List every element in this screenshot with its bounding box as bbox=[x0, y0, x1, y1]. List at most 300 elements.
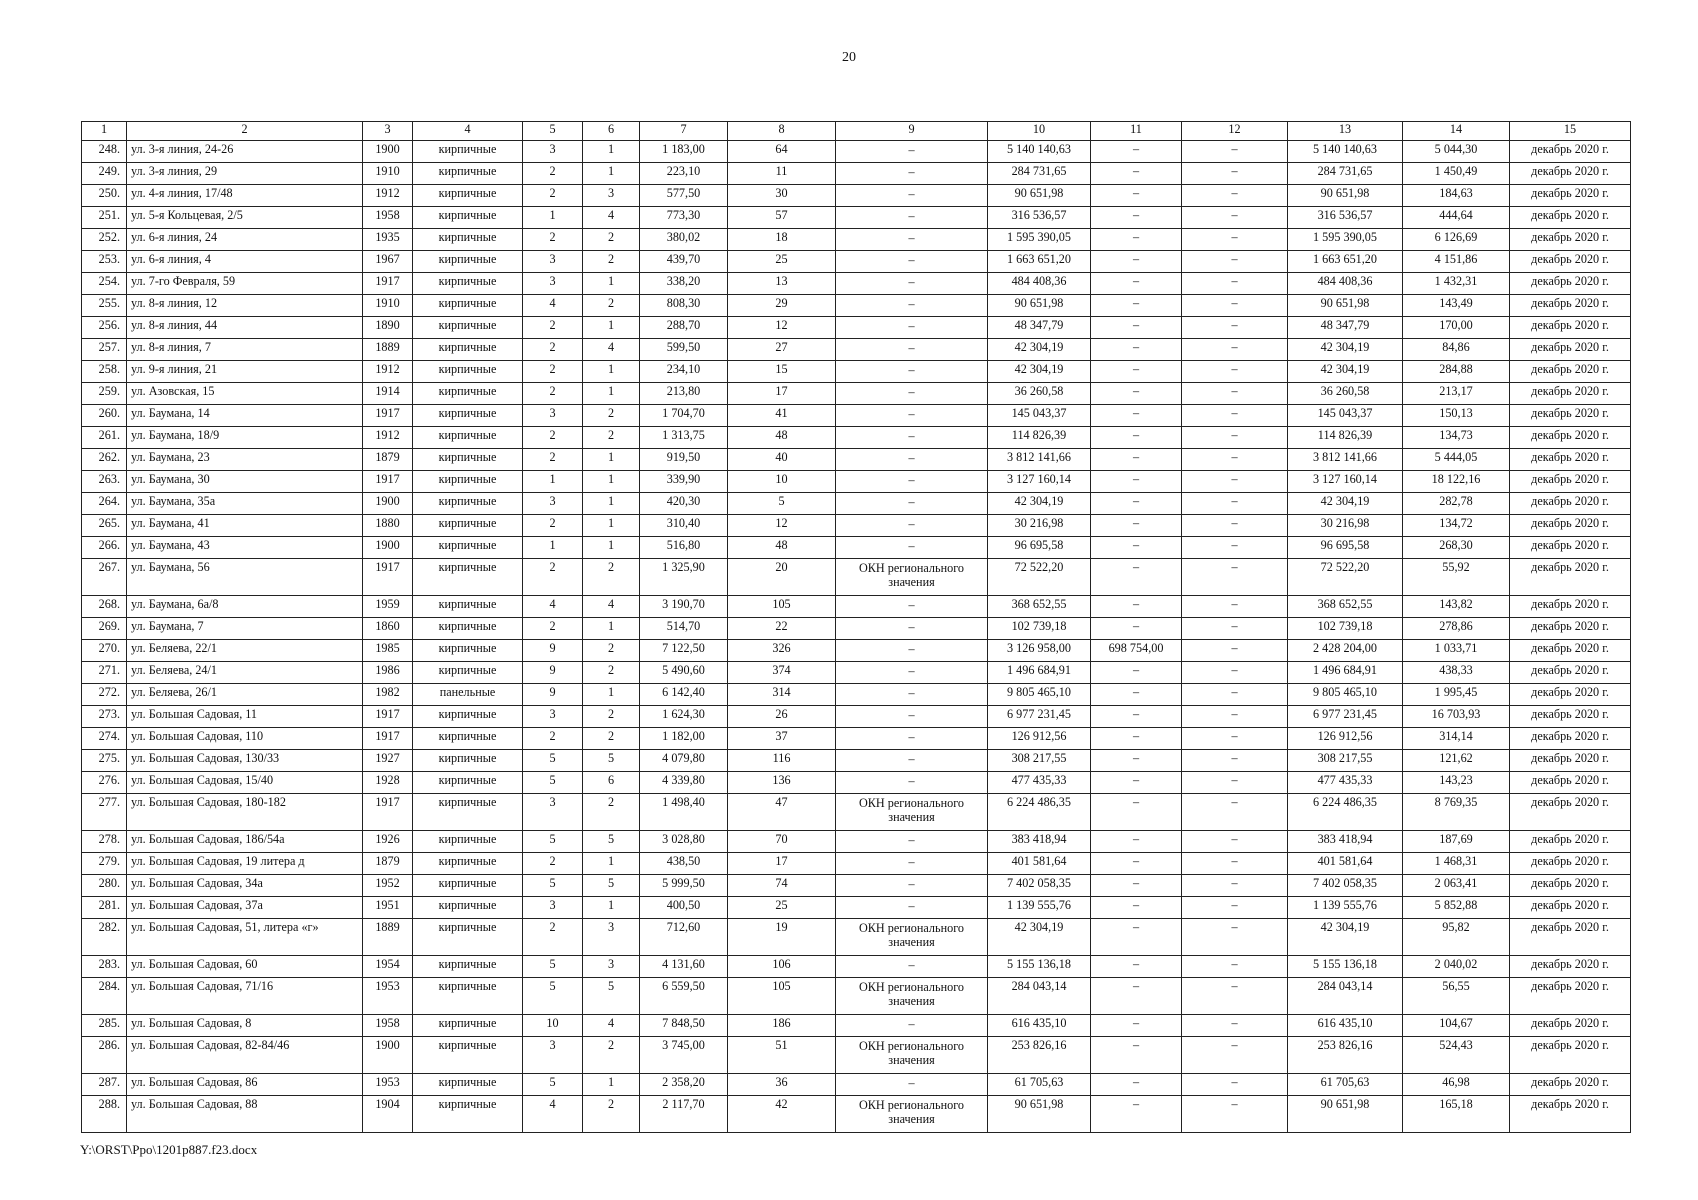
table-cell: – bbox=[1182, 361, 1288, 383]
table-cell: 286. bbox=[82, 1037, 127, 1074]
table-cell: 42 304,19 bbox=[988, 493, 1091, 515]
table-cell: 3 bbox=[523, 493, 583, 515]
table-cell: 72 522,20 bbox=[988, 559, 1091, 596]
table-cell: ул. Большая Садовая, 11 bbox=[127, 706, 363, 728]
table-cell: – bbox=[1182, 427, 1288, 449]
table-cell: 42 304,19 bbox=[988, 339, 1091, 361]
table-cell: 271. bbox=[82, 662, 127, 684]
table-cell: декабрь 2020 г. bbox=[1510, 251, 1631, 273]
table-cell: – bbox=[1182, 772, 1288, 794]
table-cell: 42 304,19 bbox=[988, 919, 1091, 956]
table-cell: 2 bbox=[583, 662, 640, 684]
table-cell: 2 bbox=[523, 618, 583, 640]
table-cell: кирпичные bbox=[413, 706, 523, 728]
table-cell: 2 bbox=[583, 706, 640, 728]
table-cell: 316 536,57 bbox=[1288, 207, 1403, 229]
table-cell: ул. 9-я линия, 21 bbox=[127, 361, 363, 383]
table-cell: 284 043,14 bbox=[988, 978, 1091, 1015]
table-cell: 1 496 684,91 bbox=[988, 662, 1091, 684]
table-cell: декабрь 2020 г. bbox=[1510, 875, 1631, 897]
table-cell: кирпичные bbox=[413, 493, 523, 515]
table-cell: кирпичные bbox=[413, 853, 523, 875]
table-cell: 257. bbox=[82, 339, 127, 361]
table-cell: ул. 6-я линия, 4 bbox=[127, 251, 363, 273]
table-cell: 269. bbox=[82, 618, 127, 640]
table-cell: – bbox=[836, 897, 988, 919]
table-cell: 1953 bbox=[363, 1074, 413, 1096]
table-cell: 1 bbox=[583, 618, 640, 640]
table-cell: 57 bbox=[728, 207, 836, 229]
table-row bbox=[82, 427, 1631, 449]
table-cell: 42 304,19 bbox=[1288, 339, 1403, 361]
table-cell: 5 bbox=[523, 831, 583, 853]
table-cell: декабрь 2020 г. bbox=[1510, 919, 1631, 956]
table-cell: – bbox=[836, 295, 988, 317]
table-cell: 2 bbox=[583, 405, 640, 427]
table-cell: 268. bbox=[82, 596, 127, 618]
table-cell: 96 695,58 bbox=[988, 537, 1091, 559]
table-cell: 104,67 bbox=[1403, 1015, 1510, 1037]
table-cell: 105 bbox=[728, 596, 836, 618]
table-cell: декабрь 2020 г. bbox=[1510, 163, 1631, 185]
table-cell: 102 739,18 bbox=[1288, 618, 1403, 640]
table-cell: – bbox=[1182, 141, 1288, 163]
table-cell: 2 bbox=[523, 383, 583, 405]
table-cell: 90 651,98 bbox=[988, 185, 1091, 207]
table-header bbox=[82, 122, 1631, 141]
table-cell: 42 304,19 bbox=[1288, 919, 1403, 956]
table-cell: – bbox=[1091, 853, 1182, 875]
table-cell: – bbox=[836, 251, 988, 273]
table-cell: 1880 bbox=[363, 515, 413, 537]
table-row bbox=[82, 956, 1631, 978]
table-cell: 251. bbox=[82, 207, 127, 229]
table-cell: 90 651,98 bbox=[1288, 295, 1403, 317]
table-cell: 11 bbox=[728, 163, 836, 185]
table-cell: 1917 bbox=[363, 273, 413, 295]
table-cell: ул. 8-я линия, 7 bbox=[127, 339, 363, 361]
table-cell: 6 142,40 bbox=[640, 684, 728, 706]
table-cell: – bbox=[1091, 339, 1182, 361]
table-cell: – bbox=[836, 684, 988, 706]
table-cell: ул. Беляева, 22/1 bbox=[127, 640, 363, 662]
table-cell: 184,63 bbox=[1403, 185, 1510, 207]
table-cell: 253 826,16 bbox=[1288, 1037, 1403, 1074]
column-header: 5 bbox=[523, 122, 583, 141]
table-cell: 277. bbox=[82, 794, 127, 831]
table-cell: 106 bbox=[728, 956, 836, 978]
table-cell: 3 bbox=[523, 1037, 583, 1074]
table-cell: 2 358,20 bbox=[640, 1074, 728, 1096]
table-cell: ул. Беляева, 24/1 bbox=[127, 662, 363, 684]
table-cell: 1 bbox=[583, 383, 640, 405]
column-header: 2 bbox=[127, 122, 363, 141]
table-row bbox=[82, 919, 1631, 956]
column-header: 6 bbox=[583, 122, 640, 141]
table-cell: 15 bbox=[728, 361, 836, 383]
table-cell: 5 490,60 bbox=[640, 662, 728, 684]
table-cell: 1 bbox=[583, 897, 640, 919]
table-cell: декабрь 2020 г. bbox=[1510, 853, 1631, 875]
table-cell: кирпичные bbox=[413, 1015, 523, 1037]
table-cell: – bbox=[836, 185, 988, 207]
table-cell: 1 bbox=[583, 853, 640, 875]
table-cell: 26 bbox=[728, 706, 836, 728]
column-header: 13 bbox=[1288, 122, 1403, 141]
table-cell: 5 044,30 bbox=[1403, 141, 1510, 163]
table-cell: 51 bbox=[728, 1037, 836, 1074]
table-cell: – bbox=[1182, 1074, 1288, 1096]
table-cell: – bbox=[1091, 1037, 1182, 1074]
table-cell: декабрь 2020 г. bbox=[1510, 515, 1631, 537]
table-cell: 90 651,98 bbox=[1288, 185, 1403, 207]
table-cell: – bbox=[836, 728, 988, 750]
table-cell: 256. bbox=[82, 317, 127, 339]
table-cell: – bbox=[1091, 978, 1182, 1015]
table-cell: – bbox=[1091, 706, 1182, 728]
table-cell: 9 bbox=[523, 662, 583, 684]
table-row bbox=[82, 596, 1631, 618]
table-cell: 36 260,58 bbox=[1288, 383, 1403, 405]
table-cell: кирпичные bbox=[413, 229, 523, 251]
table-cell: 477 435,33 bbox=[1288, 772, 1403, 794]
table-cell: 3 127 160,14 bbox=[988, 471, 1091, 493]
table-cell: 1967 bbox=[363, 251, 413, 273]
table-cell: 1912 bbox=[363, 185, 413, 207]
table-cell: 22 bbox=[728, 618, 836, 640]
table-cell: ул. Большая Садовая, 60 bbox=[127, 956, 363, 978]
table-cell: 170,00 bbox=[1403, 317, 1510, 339]
table-cell: 42 304,19 bbox=[1288, 493, 1403, 515]
table-cell: кирпичные bbox=[413, 295, 523, 317]
table-cell: 1917 bbox=[363, 559, 413, 596]
table-cell: 2 117,70 bbox=[640, 1096, 728, 1133]
table-row bbox=[82, 163, 1631, 185]
table-cell: – bbox=[1091, 956, 1182, 978]
table-cell: – bbox=[1091, 141, 1182, 163]
table-cell: 288. bbox=[82, 1096, 127, 1133]
table-cell: – bbox=[836, 875, 988, 897]
table-cell: декабрь 2020 г. bbox=[1510, 559, 1631, 596]
table-cell: 1951 bbox=[363, 897, 413, 919]
table-cell: 6 977 231,45 bbox=[1288, 706, 1403, 728]
table-cell: 1 bbox=[583, 515, 640, 537]
table-cell: – bbox=[1182, 273, 1288, 295]
table-cell: 268,30 bbox=[1403, 537, 1510, 559]
table-cell: – bbox=[836, 706, 988, 728]
table-cell: 2 bbox=[583, 229, 640, 251]
table-cell: 261. bbox=[82, 427, 127, 449]
table-cell: 3 bbox=[523, 897, 583, 919]
page-number: 20 bbox=[842, 50, 856, 65]
table-cell: 4 bbox=[583, 207, 640, 229]
table-cell: 1 bbox=[583, 141, 640, 163]
table-cell: кирпичные bbox=[413, 471, 523, 493]
table-cell: – bbox=[1091, 875, 1182, 897]
table-cell: 25 bbox=[728, 897, 836, 919]
table-cell: декабрь 2020 г. bbox=[1510, 405, 1631, 427]
table-cell: декабрь 2020 г. bbox=[1510, 339, 1631, 361]
table-cell: 477 435,33 bbox=[988, 772, 1091, 794]
table-cell: декабрь 2020 г. bbox=[1510, 427, 1631, 449]
table-cell: 1 bbox=[583, 684, 640, 706]
table-cell: декабрь 2020 г. bbox=[1510, 750, 1631, 772]
table-cell: 4 bbox=[583, 596, 640, 618]
table-cell: 1 bbox=[583, 317, 640, 339]
table-cell: – bbox=[836, 537, 988, 559]
table-cell: 264. bbox=[82, 493, 127, 515]
table-cell: 5 155 136,18 bbox=[1288, 956, 1403, 978]
table-row bbox=[82, 728, 1631, 750]
table-cell: ул. Большая Садовая, 15/40 bbox=[127, 772, 363, 794]
table-cell: 5 bbox=[583, 875, 640, 897]
table-cell: – bbox=[1182, 471, 1288, 493]
table-cell: 4 151,86 bbox=[1403, 251, 1510, 273]
table-cell: 61 705,63 bbox=[1288, 1074, 1403, 1096]
table-cell: ул. Большая Садовая, 71/16 bbox=[127, 978, 363, 1015]
table-cell: 1928 bbox=[363, 772, 413, 794]
table-cell: кирпичные bbox=[413, 361, 523, 383]
table-cell: – bbox=[1091, 750, 1182, 772]
table-cell: – bbox=[836, 383, 988, 405]
table-cell: 121,62 bbox=[1403, 750, 1510, 772]
table-cell: 3 745,00 bbox=[640, 1037, 728, 1074]
table-cell: 1914 bbox=[363, 383, 413, 405]
table-cell: декабрь 2020 г. bbox=[1510, 383, 1631, 405]
table-row bbox=[82, 706, 1631, 728]
table-cell: 599,50 bbox=[640, 339, 728, 361]
table-cell: 2 bbox=[523, 361, 583, 383]
table-cell: кирпичные bbox=[413, 141, 523, 163]
table-cell: 187,69 bbox=[1403, 831, 1510, 853]
table-cell: ул. 4-я линия, 17/48 bbox=[127, 185, 363, 207]
table-cell: 383 418,94 bbox=[1288, 831, 1403, 853]
table-cell: 42 304,19 bbox=[988, 361, 1091, 383]
table-cell: – bbox=[1091, 229, 1182, 251]
table-row bbox=[82, 295, 1631, 317]
table-cell: 143,49 bbox=[1403, 295, 1510, 317]
table-cell: 5 999,50 bbox=[640, 875, 728, 897]
table-cell: 616 435,10 bbox=[1288, 1015, 1403, 1037]
table-cell: декабрь 2020 г. bbox=[1510, 1074, 1631, 1096]
table-cell: 56,55 bbox=[1403, 978, 1510, 1015]
table-cell: 1 498,40 bbox=[640, 794, 728, 831]
table-cell: 2 bbox=[523, 427, 583, 449]
table-cell: ОКН регионального значения bbox=[836, 1096, 988, 1133]
table-cell: кирпичные bbox=[413, 537, 523, 559]
table-cell: – bbox=[836, 1074, 988, 1096]
table-cell: – bbox=[1182, 559, 1288, 596]
table-cell: 4 bbox=[583, 1015, 640, 1037]
table-cell: 273. bbox=[82, 706, 127, 728]
table-cell: 4 bbox=[523, 295, 583, 317]
table-cell: 253. bbox=[82, 251, 127, 273]
table-cell: ОКН регионального значения bbox=[836, 1037, 988, 1074]
table-row bbox=[82, 537, 1631, 559]
table-cell: 20 bbox=[728, 559, 836, 596]
table-cell: 2 bbox=[583, 728, 640, 750]
table-cell: – bbox=[1091, 163, 1182, 185]
table-cell: декабрь 2020 г. bbox=[1510, 897, 1631, 919]
table-cell: кирпичные bbox=[413, 1037, 523, 1074]
table-cell: 12 bbox=[728, 515, 836, 537]
table-cell: ул. Баумана, 6а/8 bbox=[127, 596, 363, 618]
table-cell: 234,10 bbox=[640, 361, 728, 383]
table-cell: 5 bbox=[728, 493, 836, 515]
table-cell: декабрь 2020 г. bbox=[1510, 229, 1631, 251]
table-cell: 288,70 bbox=[640, 317, 728, 339]
table-cell: – bbox=[1182, 537, 1288, 559]
table-cell: 61 705,63 bbox=[988, 1074, 1091, 1096]
table-cell: 2 bbox=[583, 1096, 640, 1133]
table-cell: 310,40 bbox=[640, 515, 728, 537]
table-cell: декабрь 2020 г. bbox=[1510, 794, 1631, 831]
table-cell: 1879 bbox=[363, 853, 413, 875]
table-cell: ул. Азовская, 15 bbox=[127, 383, 363, 405]
table-cell: 1 bbox=[583, 471, 640, 493]
table-cell: – bbox=[836, 471, 988, 493]
table-cell: 1 624,30 bbox=[640, 706, 728, 728]
table-cell: 712,60 bbox=[640, 919, 728, 956]
table-cell: 150,13 bbox=[1403, 405, 1510, 427]
table-cell: 248. bbox=[82, 141, 127, 163]
table-cell: 250. bbox=[82, 185, 127, 207]
table-cell: ул. Большая Садовая, 37а bbox=[127, 897, 363, 919]
table-cell: кирпичные bbox=[413, 772, 523, 794]
table-row bbox=[82, 662, 1631, 684]
table-cell: 13 bbox=[728, 273, 836, 295]
table-cell: 10 bbox=[728, 471, 836, 493]
table-row bbox=[82, 750, 1631, 772]
table-cell: 1958 bbox=[363, 207, 413, 229]
column-header: 8 bbox=[728, 122, 836, 141]
table-cell: ул. Баумана, 30 bbox=[127, 471, 363, 493]
column-header: 7 bbox=[640, 122, 728, 141]
table-cell: 126 912,56 bbox=[1288, 728, 1403, 750]
table-cell: – bbox=[1182, 750, 1288, 772]
table-cell: 72 522,20 bbox=[1288, 559, 1403, 596]
table-row bbox=[82, 361, 1631, 383]
table-cell: кирпичные bbox=[413, 956, 523, 978]
table-cell: декабрь 2020 г. bbox=[1510, 596, 1631, 618]
table-cell: – bbox=[1182, 317, 1288, 339]
table-cell: – bbox=[1091, 317, 1182, 339]
table-cell: 276. bbox=[82, 772, 127, 794]
table-cell: ул. Баумана, 14 bbox=[127, 405, 363, 427]
table-cell: ул. 7-го Февраля, 59 bbox=[127, 273, 363, 295]
table-cell: – bbox=[1182, 1015, 1288, 1037]
table-cell: декабрь 2020 г. bbox=[1510, 449, 1631, 471]
table-cell: ул. Большая Садовая, 186/54а bbox=[127, 831, 363, 853]
table-row bbox=[82, 1096, 1631, 1133]
table-cell: 186 bbox=[728, 1015, 836, 1037]
table-cell: 2 bbox=[583, 559, 640, 596]
table-cell: 808,30 bbox=[640, 295, 728, 317]
table-cell: 1 bbox=[523, 537, 583, 559]
table-cell: – bbox=[1091, 596, 1182, 618]
table-cell: 145 043,37 bbox=[1288, 405, 1403, 427]
table-cell: декабрь 2020 г. bbox=[1510, 772, 1631, 794]
table-cell: 27 bbox=[728, 339, 836, 361]
table-cell: ул. Баумана, 35а bbox=[127, 493, 363, 515]
table-cell: 3 028,80 bbox=[640, 831, 728, 853]
table-cell: – bbox=[1182, 956, 1288, 978]
table-row bbox=[82, 831, 1631, 853]
table-cell: – bbox=[1182, 1037, 1288, 1074]
table-cell: – bbox=[1091, 273, 1182, 295]
table-cell: 401 581,64 bbox=[988, 853, 1091, 875]
table-cell: 484 408,36 bbox=[988, 273, 1091, 295]
table-cell: 314 bbox=[728, 684, 836, 706]
table-cell: 134,73 bbox=[1403, 427, 1510, 449]
table-cell: кирпичные bbox=[413, 1074, 523, 1096]
table-cell: 270. bbox=[82, 640, 127, 662]
table-cell: 30 216,98 bbox=[988, 515, 1091, 537]
table-cell: декабрь 2020 г. bbox=[1510, 537, 1631, 559]
table-cell: кирпичные bbox=[413, 427, 523, 449]
table-cell: кирпичные bbox=[413, 662, 523, 684]
table-cell: 2 bbox=[583, 640, 640, 662]
table-cell: 1889 bbox=[363, 919, 413, 956]
table-cell: 284,88 bbox=[1403, 361, 1510, 383]
table-cell: 74 bbox=[728, 875, 836, 897]
table-cell: 5 bbox=[583, 750, 640, 772]
table-cell: кирпичные bbox=[413, 251, 523, 273]
table-cell: 48 347,79 bbox=[1288, 317, 1403, 339]
table-cell: 46,98 bbox=[1403, 1074, 1510, 1096]
table-cell: 165,18 bbox=[1403, 1096, 1510, 1133]
table-row bbox=[82, 471, 1631, 493]
table-cell: 1 139 555,76 bbox=[1288, 897, 1403, 919]
table-cell: 1 995,45 bbox=[1403, 684, 1510, 706]
table-cell: 36 bbox=[728, 1074, 836, 1096]
table-cell: – bbox=[836, 662, 988, 684]
table-row bbox=[82, 978, 1631, 1015]
table-cell: кирпичные bbox=[413, 515, 523, 537]
table-cell: 1917 bbox=[363, 405, 413, 427]
table-cell: 4 bbox=[523, 596, 583, 618]
table-cell: 134,72 bbox=[1403, 515, 1510, 537]
table-cell: 1 bbox=[523, 471, 583, 493]
table-cell: 282. bbox=[82, 919, 127, 956]
table-cell: – bbox=[1182, 794, 1288, 831]
table-cell: 19 bbox=[728, 919, 836, 956]
table-cell: 438,50 bbox=[640, 853, 728, 875]
table-cell: – bbox=[836, 449, 988, 471]
table-cell: 3 bbox=[583, 185, 640, 207]
table-cell: – bbox=[1091, 361, 1182, 383]
table-row bbox=[82, 853, 1631, 875]
table-row bbox=[82, 339, 1631, 361]
table-cell: 1 bbox=[583, 537, 640, 559]
table-cell: 17 bbox=[728, 383, 836, 405]
table-cell: 1 139 555,76 bbox=[988, 897, 1091, 919]
table-cell: 274. bbox=[82, 728, 127, 750]
table-cell: – bbox=[1091, 427, 1182, 449]
table-cell: 2 bbox=[523, 515, 583, 537]
table-cell: 1 325,90 bbox=[640, 559, 728, 596]
table-cell: 1982 bbox=[363, 684, 413, 706]
table-cell: ул. Большая Садовая, 110 bbox=[127, 728, 363, 750]
table-cell: 136 bbox=[728, 772, 836, 794]
table-cell: декабрь 2020 г. bbox=[1510, 706, 1631, 728]
table-cell: 6 977 231,45 bbox=[988, 706, 1091, 728]
table-cell: 2 040,02 bbox=[1403, 956, 1510, 978]
table-cell: – bbox=[836, 427, 988, 449]
table-cell: 267. bbox=[82, 559, 127, 596]
table-cell: 577,50 bbox=[640, 185, 728, 207]
table-cell: 64 bbox=[728, 141, 836, 163]
